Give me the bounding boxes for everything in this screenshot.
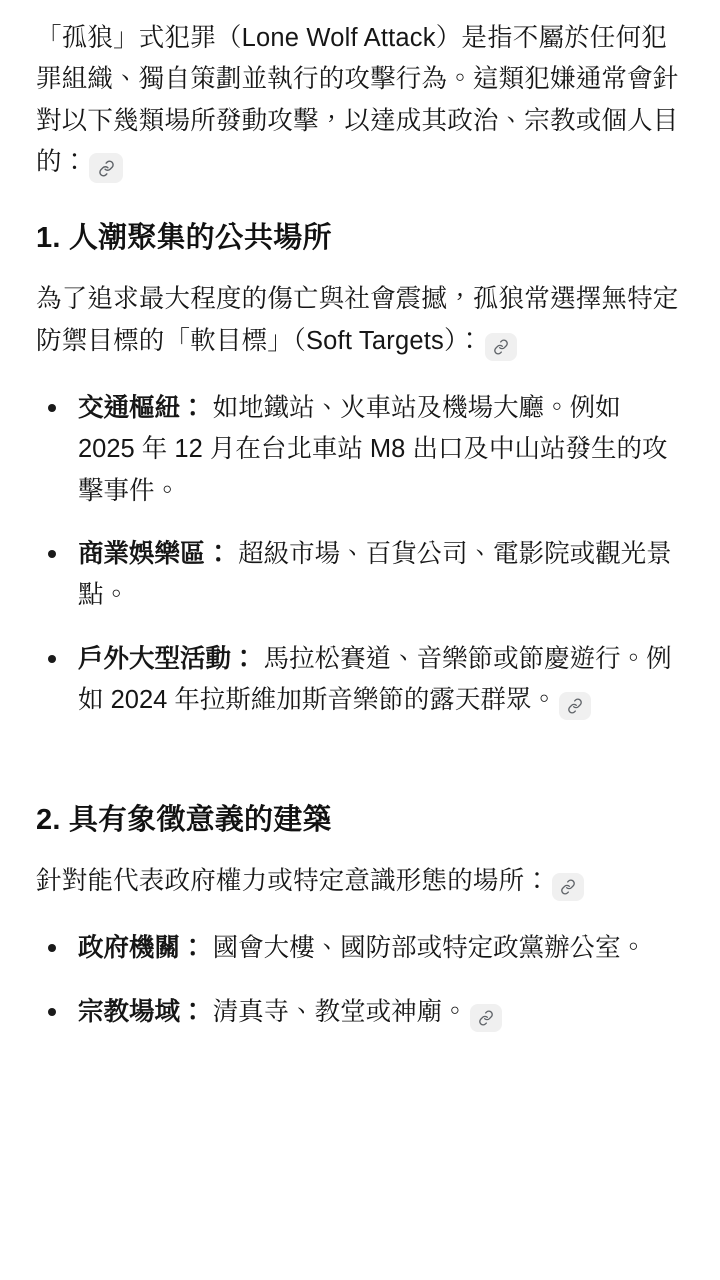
link-icon[interactable] xyxy=(485,333,517,361)
list-item xyxy=(36,388,684,512)
list-item-text: 清真寺、教堂或神廟。 xyxy=(205,997,468,1026)
bullet-dot-icon xyxy=(48,550,56,558)
section-2-lead-text: 針對能代表政府權力或特定意識形態的場所： xyxy=(36,867,551,896)
bullet-dot-icon xyxy=(48,404,56,412)
list-item-label: 商業娛樂區： xyxy=(78,539,232,568)
list-item-text: 國會大樓、國防部或特定政黨辦公室。 xyxy=(205,934,647,963)
list-item xyxy=(36,639,684,722)
list-item-text: 馬拉松賽道、音樂節或節慶遊行。例如 2024 年拉斯維加斯音樂節的露天群眾。 xyxy=(78,644,672,714)
link-icon[interactable] xyxy=(552,873,584,901)
list-item-label: 戶外大型活動： xyxy=(78,644,257,673)
list-item-label: 政府機關： xyxy=(78,934,206,963)
section-heading-1: 1. 人潮聚集的公共場所 xyxy=(36,222,332,255)
link-icon[interactable] xyxy=(89,153,123,183)
link-icon[interactable] xyxy=(559,692,591,720)
intro-text: 「孤狼」式犯罪（Lone Wolf Attack）是指不屬於任何犯罪組織、獨自策劃並執行的攻擊行為。這類犯嫌通常會針對以下幾類場所發動攻擊，以達成其政治、宗教或個人目的： xyxy=(36,24,679,176)
section-1-lead xyxy=(36,279,684,362)
list-item xyxy=(36,534,684,617)
section-heading-2: 2. 具有象徵意義的建築 xyxy=(36,804,332,837)
bullet-dot-icon xyxy=(48,1008,56,1016)
list-item xyxy=(36,928,684,969)
list-item-label: 宗教場域： xyxy=(78,997,206,1026)
section-1-list xyxy=(36,388,684,721)
section-2-lead xyxy=(36,861,684,902)
list-item-text: 超級市場、百貨公司、電影院或觀光景點。 xyxy=(78,539,672,610)
bullet-dot-icon xyxy=(48,655,56,663)
list-item-label: 交通樞紐： xyxy=(78,394,206,423)
list-item-text: 如地鐵站、火車站及機場大廳。例如 2025 年 12 月在台北車站 M8 出口及中山站發生的攻擊事件。 xyxy=(78,394,668,505)
link-icon[interactable] xyxy=(470,1004,502,1032)
list-item xyxy=(36,992,684,1033)
intro-paragraph xyxy=(36,18,684,183)
section-1-lead-text: 為了追求最大程度的傷亡與社會震撼，孤狼常選擇無特定防禦目標的「軟目標」（Soft Targets）： xyxy=(36,285,679,355)
bullet-dot-icon xyxy=(48,944,56,952)
section-2-list xyxy=(36,928,684,1033)
